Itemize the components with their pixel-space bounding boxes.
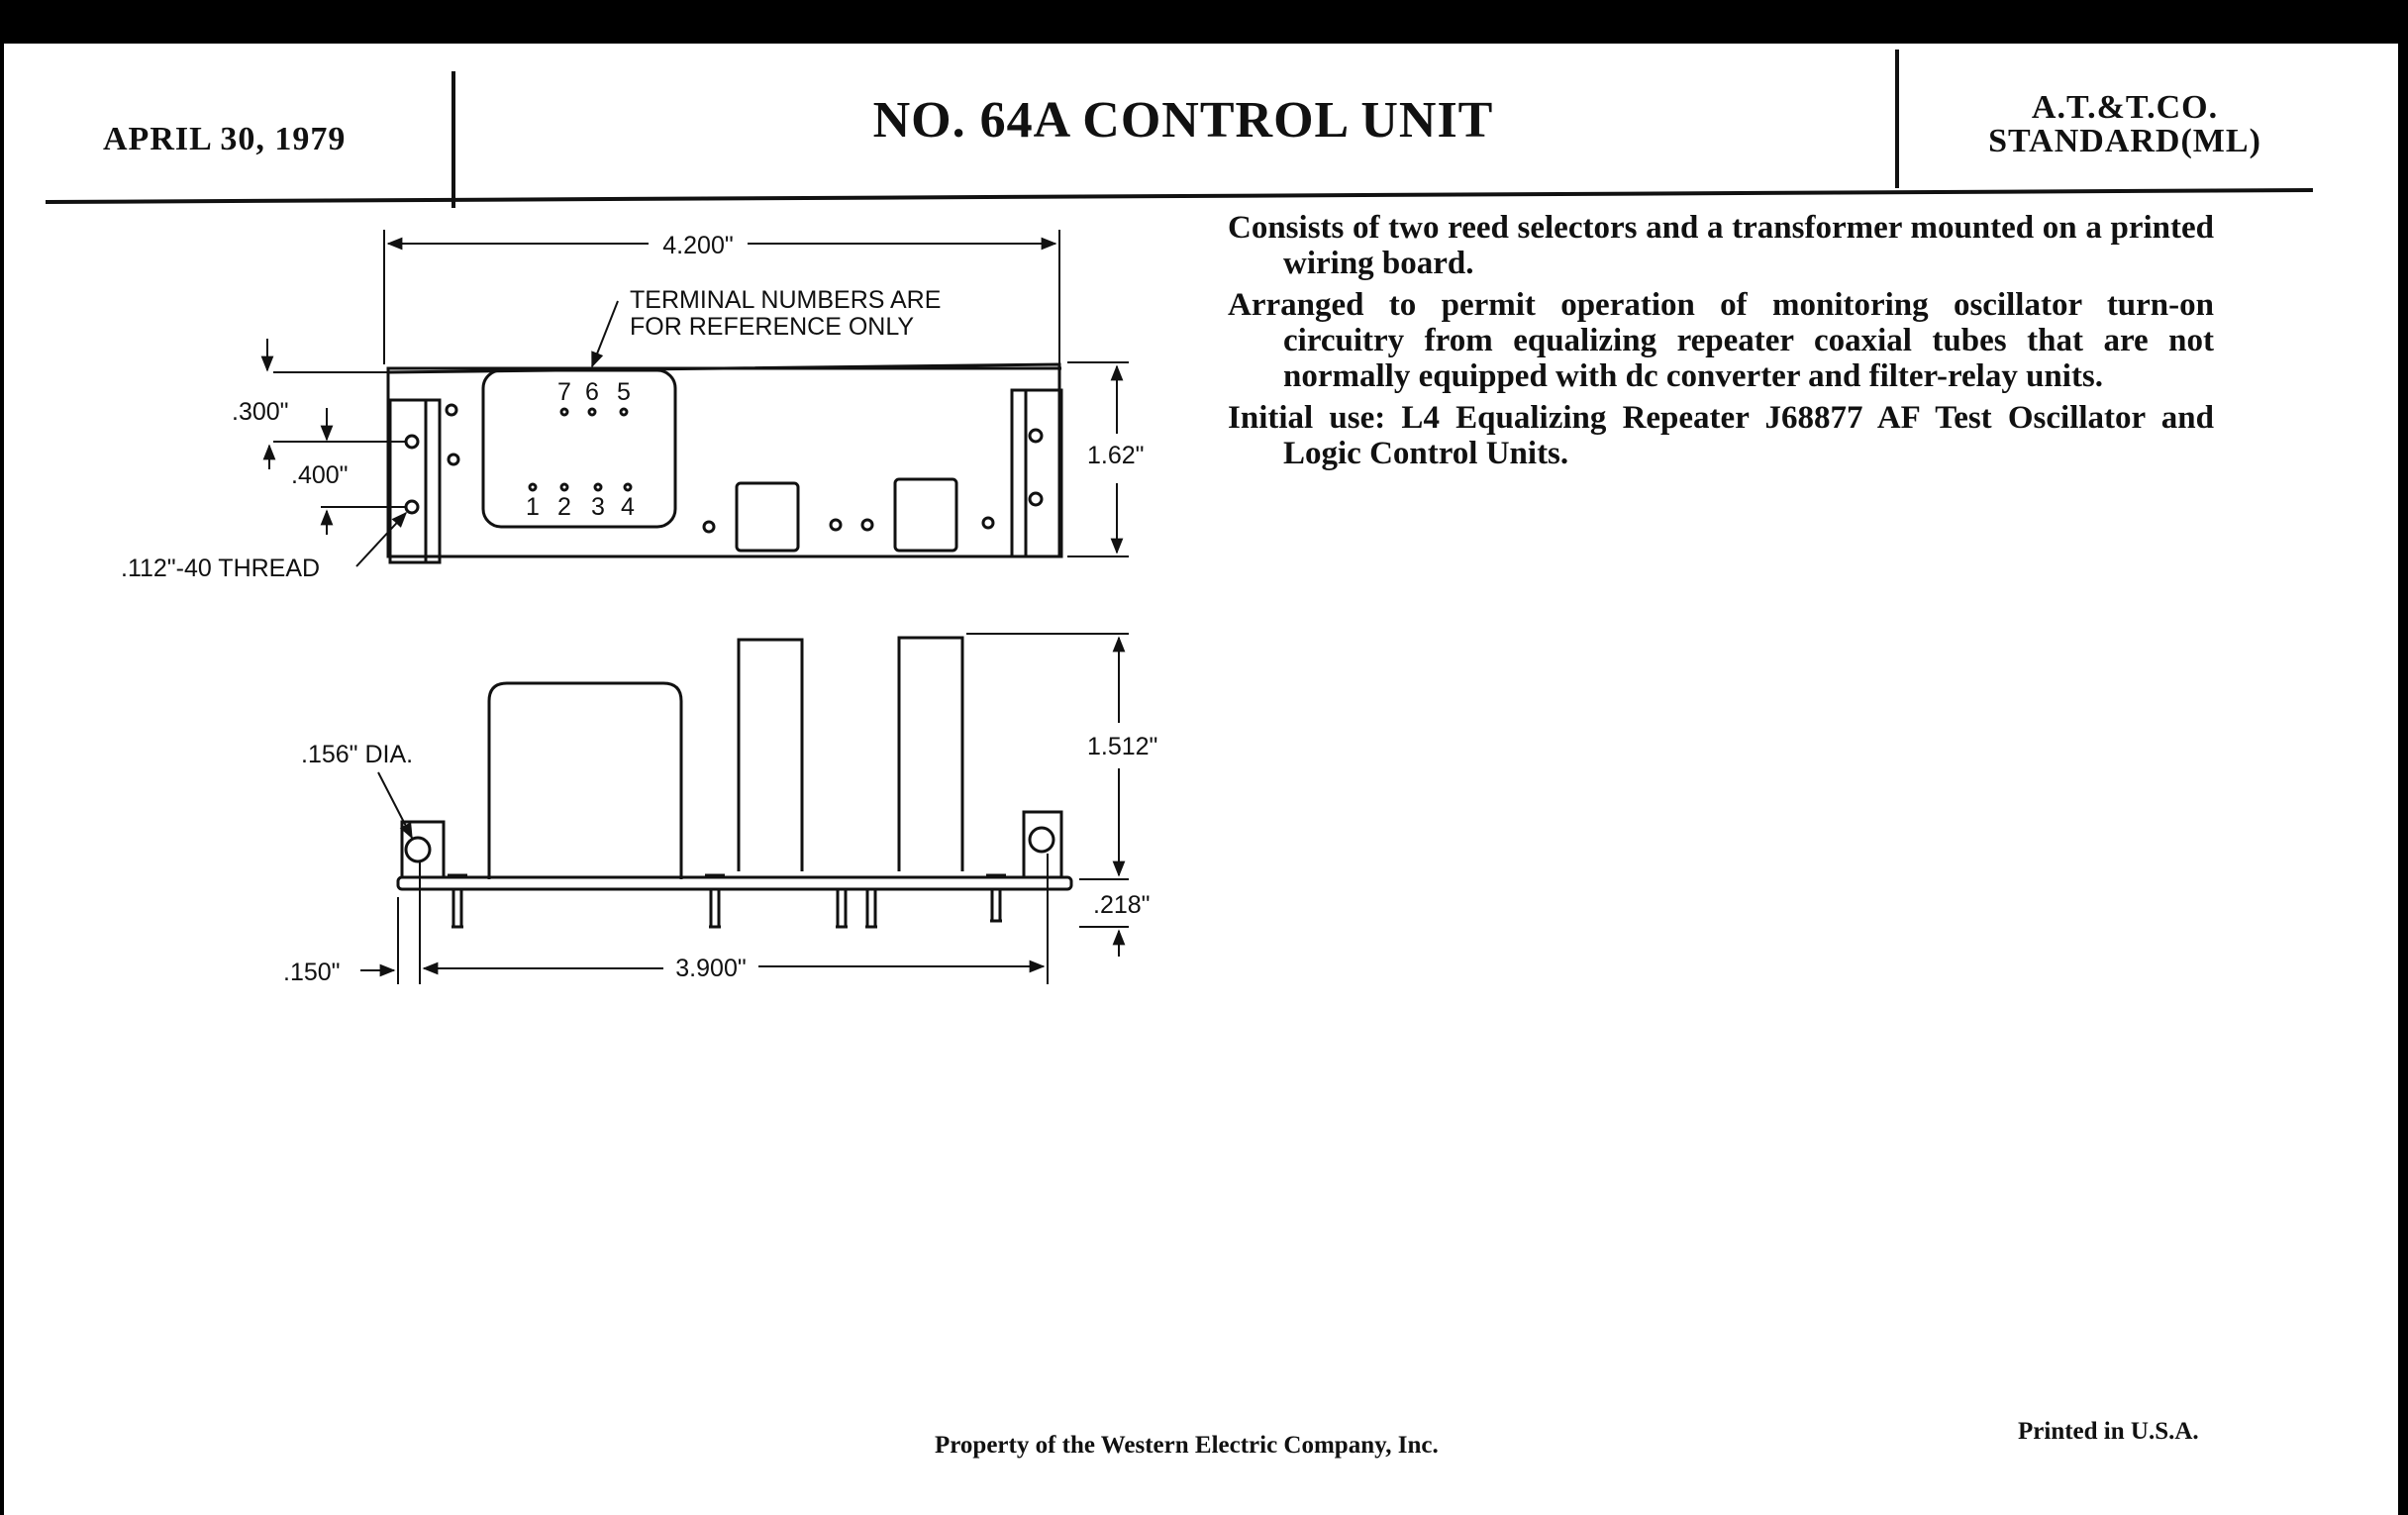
terminal-pin xyxy=(625,484,631,490)
terminal-1: 1 xyxy=(526,493,540,521)
side-height-dimension: 1.512" xyxy=(1087,733,1158,760)
standard-label: STANDARD(ML) xyxy=(1988,123,2261,159)
leader-line xyxy=(378,772,412,838)
issue-date: APRIL 30, 1979 xyxy=(103,121,347,157)
terminal-note-line2: FOR REFERENCE ONLY xyxy=(630,313,915,341)
mounting-hole xyxy=(1030,828,1054,852)
standoff xyxy=(992,889,1000,921)
terminal-5: 5 xyxy=(617,378,631,406)
terminal-3: 3 xyxy=(591,493,605,521)
terminal-note-line1: TERMINAL NUMBERS ARE xyxy=(630,286,942,314)
terminal-pin xyxy=(530,484,536,490)
board-hole xyxy=(862,520,872,530)
company-name: A.T.&T.CO. xyxy=(2031,89,2219,126)
reed-selector-outline xyxy=(895,479,956,551)
board-outline xyxy=(388,368,1059,556)
board-hole xyxy=(704,522,714,532)
mounting-hole xyxy=(406,436,418,448)
dim-218: .218" xyxy=(1093,891,1151,919)
height-dimension: 1.62" xyxy=(1087,442,1145,469)
terminal-pin xyxy=(589,409,595,415)
reed-selector-outline xyxy=(737,483,798,551)
mounting-hole xyxy=(1030,493,1042,505)
width-dimension: 4.200" xyxy=(662,232,734,259)
terminal-7: 7 xyxy=(557,378,571,406)
leader-line xyxy=(592,301,618,366)
board-hole xyxy=(449,454,458,464)
terminal-pin xyxy=(595,484,601,490)
mounting-hole xyxy=(406,501,418,513)
mounting-hole xyxy=(406,838,430,861)
side-view xyxy=(283,634,1157,986)
standoff xyxy=(453,889,461,927)
terminal-pin xyxy=(621,409,627,415)
board-hole xyxy=(983,518,993,528)
leader-line xyxy=(356,513,406,566)
standoff xyxy=(867,889,875,927)
right-bracket xyxy=(1012,390,1061,556)
description-paragraph: Initial use: L4 Equalizing Repeater J68877 AF Test Oscillator and Logic Control Units. xyxy=(1228,400,2214,471)
thread-note: .112"-40 THREAD xyxy=(121,555,321,582)
side-width-dimension: 3.900" xyxy=(675,955,747,982)
dim-300: .300" xyxy=(232,398,289,426)
board-hole xyxy=(831,520,841,530)
left-bracket xyxy=(390,400,440,562)
terminal-4: 4 xyxy=(621,493,635,521)
reed-selector-body xyxy=(899,638,962,871)
property-notice: Property of the Western Electric Company, Inc. xyxy=(935,1432,1439,1459)
diameter-note: .156" DIA. xyxy=(301,741,414,768)
document-title: NO. 64A CONTROL UNIT xyxy=(872,92,1494,149)
terminal-pin xyxy=(561,409,567,415)
printed-notice: Printed in U.S.A. xyxy=(2018,1418,2199,1445)
terminal-pin xyxy=(561,484,567,490)
circuit-board xyxy=(398,877,1071,889)
mounting-hole xyxy=(1030,430,1042,442)
terminal-2: 2 xyxy=(557,493,571,521)
dim-150: .150" xyxy=(283,959,341,986)
standoff xyxy=(838,889,846,927)
transformer-body xyxy=(489,683,681,879)
reed-selector-body xyxy=(739,640,802,871)
terminal-6: 6 xyxy=(585,378,599,406)
transformer-outline xyxy=(483,370,675,527)
board-hole xyxy=(447,405,456,415)
standoff xyxy=(711,889,719,927)
top-view xyxy=(121,230,1145,582)
dim-400: .400" xyxy=(291,461,349,489)
description-paragraph: Consists of two reed selectors and a transformer mounted on a printed wiring board. xyxy=(1228,210,2214,281)
description-paragraph: Arranged to permit operation of monitoring oscillator turn-on circuitry from equalizing repeater coaxial tubes that are not normally equipped with dc converter and filter-relay units. xyxy=(1228,287,2214,394)
